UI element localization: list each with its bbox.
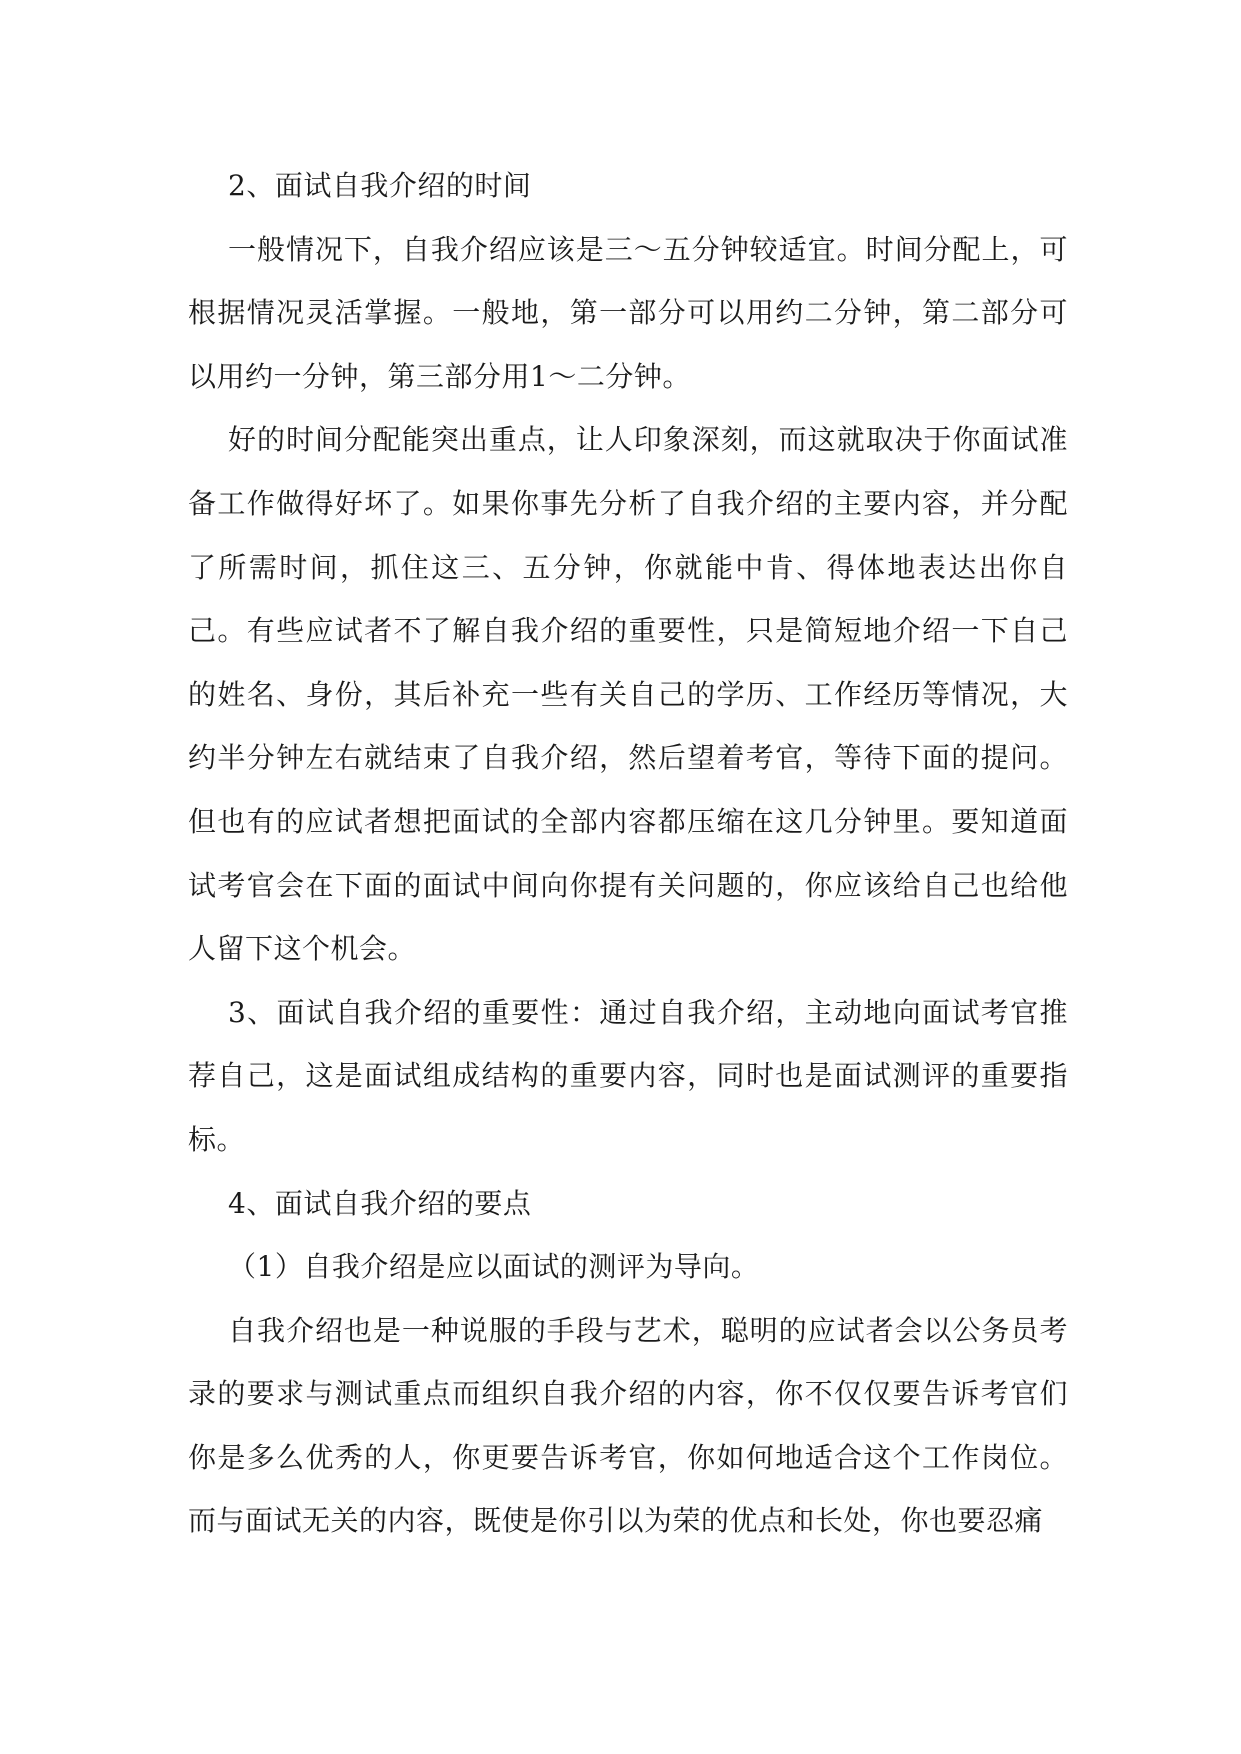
paragraph-time-importance: 好的时间分配能突出重点，让人印象深刻，而这就取决于你面试准备工作做得好坏了。如果你事先分析了自我介绍的主要内容，并分配了所需时间，抓住这三、五分钟，你就能中肯、得体地表达出你自己。有些应试者不了解自我介绍的重要性，只是简短地介绍一下自己的姓名、身份，其后补充一些有关自己的学历、工作经历等情况，大约半分钟左右就结束了自我介绍，然后望着考官，等待下面的提问。但也有的应试者想把面试的全部内容都压缩在这几分钟里。要知道面试考官会在下面的面试中间向你提有关问题的，你应该给自己也给他人留下这个机会。	[188, 423, 1068, 966]
document-page	[188, 154, 1068, 1553]
subheading-point-1: （1）自我介绍是应以面试的测评为导向。	[228, 1250, 760, 1284]
paragraph-persuasion: 自我介绍也是一种说服的手段与艺术，聪明的应试者会以公务员考录的要求与测试重点而组织自我介绍的内容，你不仅仅要告诉考官们你是多么优秀的人，你更要告诉考官，你如何地适合这个工作岗位。而与面试无关的内容，既使是你引以为荣的优点和长处，你也要忍痛	[188, 1313, 1068, 1538]
section-heading-time: 2、面试自我介绍的时间	[228, 169, 532, 202]
paragraph-importance: 3、面试自我介绍的重要性：通过自我介绍，主动地向面试考官推荐自己，这是面试组成结构的重要内容，同时也是面试测评的重要指标。	[188, 995, 1068, 1156]
paragraph-time-allocation: 一般情况下，自我介绍应该是三～五分钟较适宜。时间分配上，可根据情况灵活掌握。一般地，第一部分可以用约二分钟，第二部分可以用约一分钟，第三部分用1～二分钟。	[188, 232, 1068, 393]
section-heading-key-points: 4、面试自我介绍的要点	[228, 1186, 532, 1220]
